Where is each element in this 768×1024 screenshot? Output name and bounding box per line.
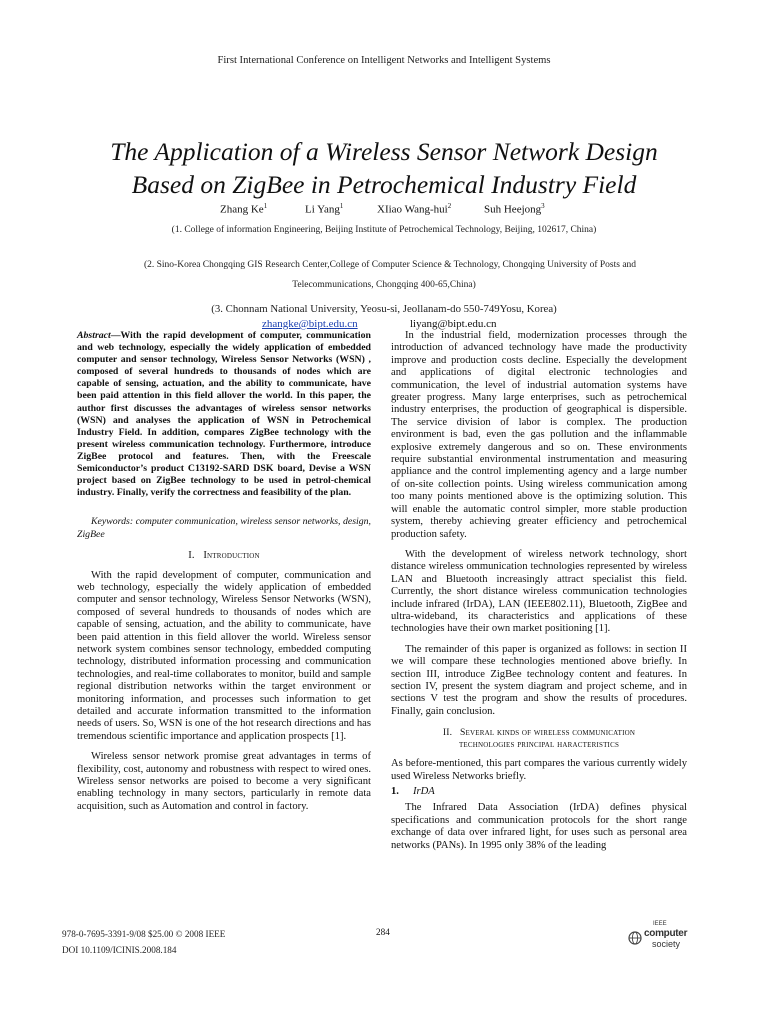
section-number: I. [188,550,195,562]
author-name: Zhang Ke [220,203,264,216]
left-column [77,330,371,821]
globe-icon [628,931,642,945]
email-link-zhangke[interactable]: zhangke@bipt.edu.cn [262,318,358,330]
author-name: Suh Heejong [484,203,542,216]
footer-isbn: 978-0-7695-3391-9/08 $25.00 © 2008 IEEE [62,929,226,939]
right-column [391,330,687,860]
logo-ieee-text: IEEE [653,921,667,927]
intro-paragraph-2: Wireless sensor network promise great advantages in terms of flexibility, cost, autonomy and robustness with respect to wired ones. Wireless sensor networks are poised to become a very significant enabling technology in many sectors, particularly in remote data acquisition, such as Automation and control in factory. [77,751,371,812]
abstract-label: Abstract [77,330,111,341]
right-paragraph-1: In the industrial field, modernization processes through the introduction of advanced technology have made the productivity improve and production costs decline. Especially the development and applications of digital electronic technologies and communication, the level of industrial automation systems have greater progress. Many large enterprises, such as petrochemical industry enterprises, the production of geographical is dispersible. The service division of labor is complex. The production environment is bad, even the gas pollution and the inflammable explosive extremely dangerous and so on. These environments require substantial environmental instrumentation and measuring appliance and the control implementing agency and a large number of on-site collection points. Using wireless communication among too many points mentioned above is the optimizing solution. This will enable the automatic control simpler, more stable production system, thereby achieving greater efficiency and petrochemical production safety. [391,330,687,540]
author-1 [220,202,267,216]
conference-header: First International Conference on Intelligent Networks and Intelligent Systems [217,55,551,66]
author-affiliation-mark: 1 [263,202,268,210]
page-number: 284 [376,927,390,937]
author-affiliation-mark: 3 [541,202,545,210]
author-4 [484,202,545,216]
section-title-line-1: Several kinds of wireless communication [460,727,636,739]
author-affiliation-mark: 2 [447,202,452,210]
author-name: Li Yang [305,203,340,216]
subsection-heading-irda [391,786,687,798]
title-line-1: The Application of a Wireless Sensor Network Design [110,137,658,166]
section2-intro: As before-mentioned, this part compares the various currently widely used Wireless Networks briefly. [391,758,687,782]
logo-society-text: society [652,939,681,949]
section-number: II. [442,727,453,739]
section-title: Introduction [203,550,260,562]
right-paragraph-2: With the development of wireless network technology, short distance wireless ommunication technologies represented by wireless LAN and Bluetooth increasingly attract specialist this field. Currently, the short distance wireless communication technologies include infrared (IrDA), LAN (IEEE802.11), Bluetooth, ZigBee and ultra-wideband, its characteristics and applications of these technologies have their own market positioning [1]. [391,548,687,635]
right-paragraph-3: The remainder of this paper is organized as follows: in section II we will compare these technologies mentioned above briefly. In section III, introduce ZigBee technology content and features. In section IV, present the system diagram and project scheme, and in sections V test the program and show the results of procedures. Finally, gain conclusion. [391,643,687,717]
affiliation-1: (1. College of information Engineering, Beijing Institute of Petrochemical Technology, Beijing, 102617, China) [171,225,597,235]
paper-title [40,135,728,201]
footer-copyright [62,927,225,958]
affiliation-2-line-1: (2. Sino-Korea Chongqing GIS Research Center,College of Computer Science & Technology, Chongqing University of Posts and [143,260,637,270]
ieee-computer-society-logo [628,921,698,953]
subsection-title: IrDA [412,786,435,797]
affiliation-3: (3. Chonnam National University, Yeosu-si, Jeollanam-do 550-749Yosu, Korea) [211,303,557,315]
author-3 [377,202,451,216]
abstract-text: —With the rapid development of computer, communication and web technology, especially the widely application of embedded computer and sensor technology, Wireless Sensor Networks (WSN) , composed of several hundreds to thousands of nodes which are capable of sensing, actuation, and the ability to communicate, have been paid attention in this field allover the world. In this paper, the author first discusses the advantages of wireless sensor networks (WSN) and analyses the application of WSN in Petrochemical Industry Field. In addition, compares ZigBee technology with the present wireless communication technology. Furthermore, introduce ZigBee protocol and features. Then, with the Freescale Semiconductor’s product C13192-SARD DSK board, Devise a WSN project based on ZigBee technology to be used in petrol-chemical industry. Finally, verify the correctness and feasibility of the plan. [77,330,371,499]
section-title-line-2: technologies principal haracteristics [458,739,620,751]
footer-doi: DOI 10.1109/ICINIS.2008.184 [62,944,177,955]
section-heading-wireless-technologies [391,727,687,751]
abstract [77,330,371,499]
keywords: Keywords: computer communication, wireless sensor networks, design, ZigBee [77,516,371,540]
irda-paragraph: The Infrared Data Association (IrDA) defines physical specifications and communication protocols for the short range exchange of data over infrared light, for uses such as personal area networks (PANs). In 1995 only 38% of the leading [391,802,687,851]
section-heading-introduction [77,550,371,562]
subsection-number: 1. [391,786,399,797]
title-line-2: Based on ZigBee in Petrochemical Industry Field [131,170,637,199]
logo-computer-text: computer [644,928,688,939]
author-2 [305,202,343,216]
affiliation-2-line-2: Telecommunications, Chongqing 400-65,China) [292,280,476,290]
intro-paragraph-1: With the rapid development of computer, communication and web technology, especially the widely application of embedded computer and sensor technology, Wireless Sensor Networks (WSN), composed of several hundreds to thousands of nodes which are capable of sensing, actuation, and the ability to communicate, have been paid attention in this field allover the world. Wireless sensor network system combines sensor technology, embedded computing technology, distributed information processing and communication technologies, and real-time collaborates to monitor, build and sample regional distribution networks within the target environment or monitoring information, and processes such information to get detailed and accurate information transmitted to the information needs of users. So, WSN is one of the hot research directions and has tremendous scientific importance and application prospects [1]. [77,569,371,742]
author-name: XIiao Wang-hui [377,203,448,216]
email-liyang: liyang@bipt.edu.cn [410,318,497,330]
author-affiliation-mark: 1 [339,202,344,210]
